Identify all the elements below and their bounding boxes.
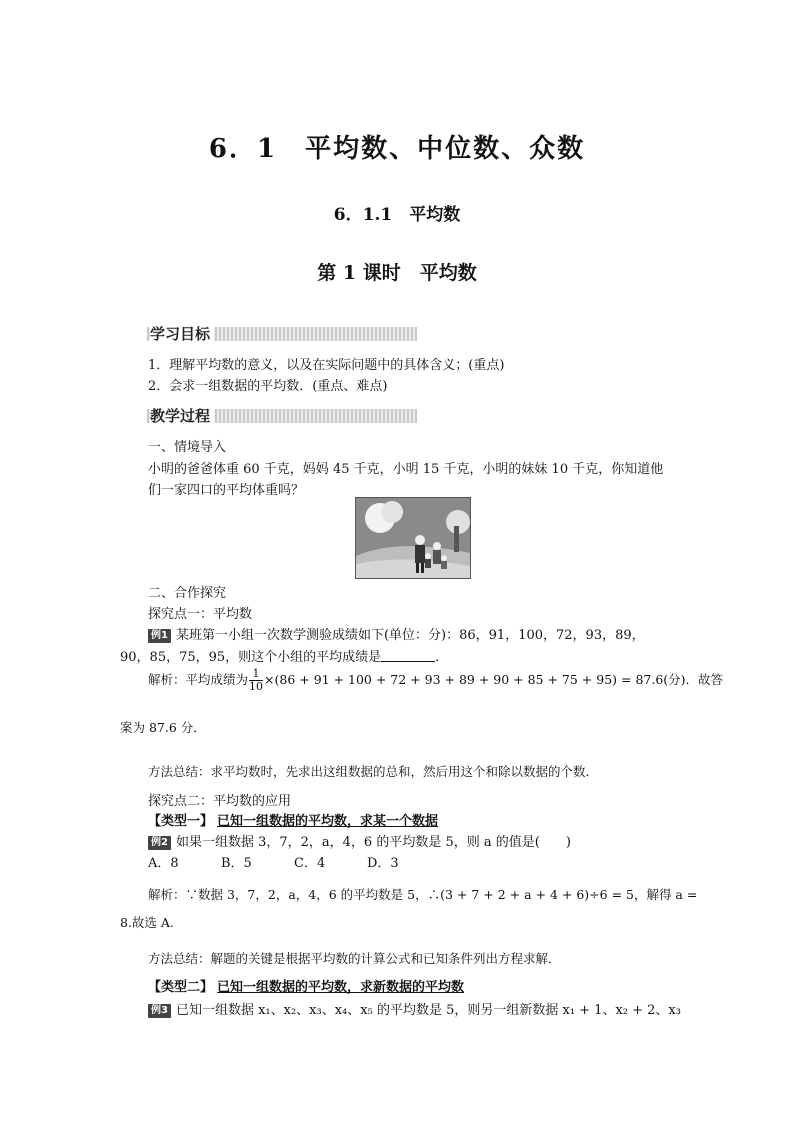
- lesson-title: 第 1 课时 平均数: [317, 262, 477, 284]
- example3-line1: [148, 999, 681, 1018]
- family-illustration: [355, 497, 471, 579]
- example3-badge: 例3: [148, 1004, 171, 1018]
- point2-heading: 探究点二：平均数的应用: [148, 794, 292, 809]
- type1-bracket: 【类型一】: [148, 814, 214, 829]
- example1-line2: [120, 646, 448, 665]
- example1-line1: [148, 624, 645, 643]
- example3-text: 已知一组数据 x₁、x₂、x₃、x₄、x₅ 的平均数是 5，则另一组新数据 x₁ + 1、x₂ + 2、x₃: [175, 1003, 681, 1018]
- example2-text: 如果一组数据 3，7，2，a，4，6 的平均数是 5，则 a 的值是( ): [175, 835, 571, 850]
- example1-period: ．: [435, 650, 449, 665]
- example1-analysis: [148, 668, 723, 693]
- type2-title: 已知一组数据的平均数，求新数据的平均数: [217, 980, 465, 995]
- fraction-denominator: 10: [249, 680, 264, 693]
- option-b: B．5: [221, 856, 252, 871]
- goal-item-1: 1．理解平均数的意义，以及在实际问题中的具体含义；(重点): [148, 358, 505, 373]
- goal-item-2: 2．会求一组数据的平均数．(重点、难点): [148, 379, 388, 394]
- type2-heading: [148, 976, 464, 995]
- example2-analysis: 解析：∵数据 3，7，2，a，4，6 的平均数是 5，∴(3 + 7 + 2 + a + 4 + 6)÷6 = 5，解得 a =: [148, 887, 698, 902]
- example1-text-cont: 90，85，75，95，则这个小组的平均成绩是: [120, 650, 382, 665]
- section-title: 6．1.1 平均数: [333, 205, 461, 225]
- type1-title: 已知一组数据的平均数，求某一个数据: [217, 814, 439, 829]
- part1-text-line2: 们一家四口的平均体重吗？: [148, 483, 305, 498]
- part2-heading: 二、合作探究: [148, 586, 227, 601]
- point1-heading: 探究点一：平均数: [148, 607, 253, 622]
- part1-text-line1: 小明的爸爸体重 60 千克，妈妈 45 千克，小明 15 千克，小明的妹妹 10 千克，你知道他: [148, 462, 664, 477]
- example1-badge: 例1: [148, 629, 171, 643]
- type1-heading: [148, 810, 438, 829]
- example1-text: 某班第一小组一次数学测验成绩如下(单位：分)：86，91，100，72，93，89，: [175, 628, 645, 643]
- example2-line1: [148, 831, 571, 850]
- example1-analysis-line2: 案为 87.6 分．: [120, 720, 206, 735]
- example1-summary: 方法总结：求平均数时，先求出这组数据的总和，然后用这个和除以数据的个数．: [148, 764, 599, 779]
- option-d: D．3: [367, 856, 399, 871]
- example2-analysis-line2: 8.故选 A.: [120, 915, 174, 930]
- example2-badge: 例2: [148, 836, 171, 850]
- process-header-label: 教学过程: [150, 405, 214, 426]
- part1-heading: 一、情境导入: [148, 440, 227, 455]
- option-c: C．4: [294, 856, 326, 871]
- example2-summary: 方法总结：解题的关键是根据平均数的计算公式和已知条件列出方程求解．: [148, 951, 561, 966]
- fraction-one-tenth: [249, 668, 263, 693]
- goals-header-label: 学习目标: [150, 323, 214, 344]
- fraction-numerator: 1: [249, 668, 263, 681]
- option-a: A．8: [148, 856, 179, 871]
- analysis-label: 解析：平均成绩为: [148, 672, 249, 687]
- answer-blank: [381, 649, 435, 662]
- analysis-expression: ×(86 + 91 + 100 + 72 + 93 + 89 + 90 + 85 + 75 + 95) = 87.6(分)．故答: [264, 672, 724, 687]
- type2-bracket: 【类型二】: [148, 980, 214, 995]
- example2-options: [148, 852, 399, 871]
- page-title: 6．1 平均数、中位数、众数: [208, 134, 586, 164]
